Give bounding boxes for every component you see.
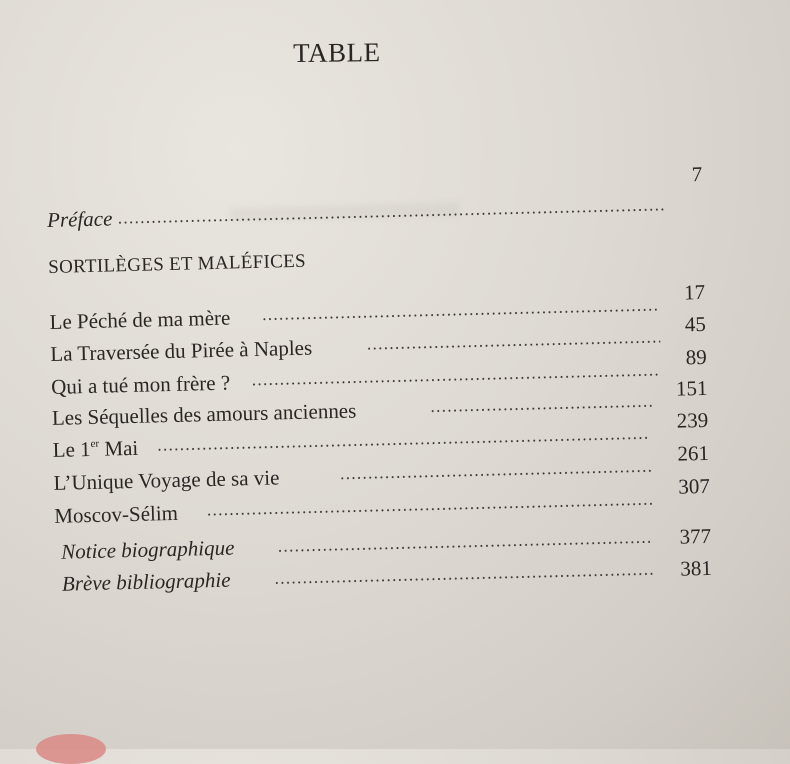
toc-entry-label: Qui a tué mon frère ? bbox=[50, 370, 231, 399]
toc-entry-label: Les Séquelles des amours anciennes bbox=[51, 398, 357, 430]
leader-dots bbox=[206, 502, 652, 516]
toc-entry-label: Brève bibliographie bbox=[61, 567, 231, 596]
toc-entry-label: Le Péché de ma mère bbox=[49, 305, 231, 334]
toc-page-number: 381 bbox=[680, 555, 713, 581]
toc-entry-preface bbox=[46, 159, 703, 232]
toc-entry-label: La Traversée du Pirée à Naples bbox=[50, 335, 313, 366]
leader-dots bbox=[274, 572, 654, 584]
toc-page-number: 239 bbox=[676, 407, 709, 433]
toc-page-number: 377 bbox=[679, 523, 712, 549]
toc-page-number: 17 bbox=[683, 279, 706, 305]
toc-entry-label: Moscov-Sélim bbox=[54, 500, 179, 528]
toc-entry-label: Préface bbox=[46, 206, 113, 232]
section-heading: SORTILÈGES ET MALÉFICES bbox=[48, 250, 307, 278]
toc-page-number: 45 bbox=[684, 311, 707, 337]
toc-entry-label: Le 1er Mai bbox=[52, 435, 139, 462]
leader-dots bbox=[277, 540, 653, 552]
toc-page-number: 261 bbox=[677, 440, 710, 466]
toc-page-number: 307 bbox=[678, 473, 711, 499]
toc-entry-label: L’Unique Voyage de sa vie bbox=[53, 465, 280, 495]
toc-page-number: 151 bbox=[675, 375, 708, 401]
toc-page-number: 7 bbox=[691, 161, 703, 187]
table-of-contents bbox=[46, 159, 713, 596]
finger-blob bbox=[36, 734, 106, 764]
toc-page-number: 89 bbox=[685, 344, 707, 370]
toc-entry-label: Notice biographique bbox=[60, 535, 235, 564]
page-title: TABLE bbox=[293, 37, 381, 68]
